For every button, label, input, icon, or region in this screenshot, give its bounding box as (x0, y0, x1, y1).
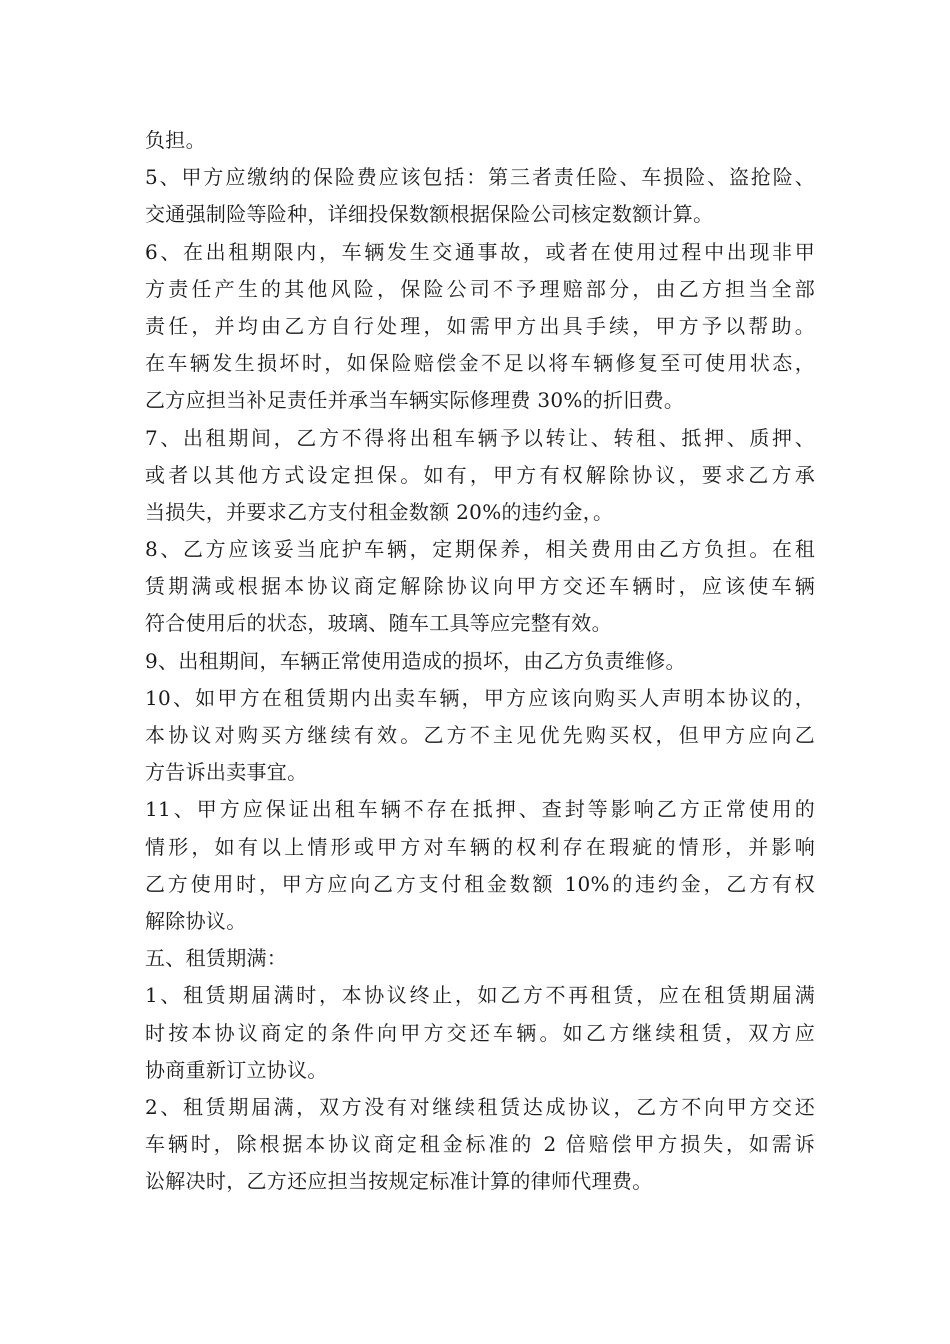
text-line: 负担。 (145, 128, 206, 152)
text-line: 1、租赁期届满时，本协议终止，如乙方不再租赁，应在租赁期届满 (145, 983, 815, 1008)
text-line: 讼解决时，乙方还应担当按规定标准计算的律师代理费。 (145, 1169, 653, 1194)
text-line: 解除协议。 (145, 908, 247, 933)
text-line: 6、在出租期限内，车辆发生交通事故，或者在使用过程中出现非甲 (145, 239, 815, 264)
text-line: 赁期满或根据本协议商定解除协议向甲方交还车辆时，应该使车辆 (145, 574, 815, 599)
text-line: 情形，如有以上情形或甲方对车辆的权利存在瑕疵的情形，并影响 (145, 834, 815, 859)
text-line: 当损失，并要求乙方支付租金数额 20%的违约金，。 (145, 499, 614, 524)
text-line: 本协议对购买方继续有效。乙方不主见优先购买权，但甲方应向乙 (145, 723, 815, 747)
text-line: 交通强制险等险种，详细投保数额根据保险公司核定数额计算。 (145, 202, 714, 227)
text-line: 时按本协议商定的条件向甲方交还车辆。如乙方继续租赁，双方应 (145, 1020, 815, 1045)
text-line: 9、出租期间，车辆正常使用造成的损坏，由乙方负责维修。 (145, 648, 686, 673)
document-body (145, 122, 815, 1200)
text-line: 或者以其他方式设定担保。如有，甲方有权解除协议，要求乙方承 (145, 462, 815, 487)
text-line: 责任，并均由乙方自行处理，如需甲方出具手续，甲方予以帮助。 (145, 313, 815, 338)
text-line: 5、甲方应缴纳的保险费应该包括：第三者责任险、车损险、盗抢险、 (145, 165, 815, 190)
text-line: 7、出租期间，乙方不得将出租车辆予以转让、转租、抵押、质押、 (145, 425, 815, 450)
text-line: 2、租赁期届满，双方没有对继续租赁达成协议，乙方不向甲方交还 (145, 1094, 815, 1119)
text-line: 11、甲方应保证出租车辆不存在抵押、查封等影响乙方正常使用的 (145, 797, 815, 822)
text-line: 车辆时，除根据本协议商定租金标准的 2 倍赔偿甲方损失，如需诉 (145, 1132, 815, 1157)
text-line: 在车辆发生损坏时，如保险赔偿金不足以将车辆修复至可使用状态， (145, 351, 815, 376)
text-line: 五、租赁期满： (145, 946, 288, 971)
text-line: 符合使用后的状态，玻璃、随车工具等应完整有效。 (145, 611, 612, 636)
text-line: 乙方应担当补足责任并承当车辆实际修理费 30%的折旧费。 (145, 388, 685, 413)
text-line: 10、如甲方在租赁期内出卖车辆，甲方应该向购买人声明本协议的， (145, 685, 815, 710)
text-line: 乙方使用时，甲方应向乙方支付租金数额 10%的违约金，乙方有权 (145, 871, 815, 896)
text-line: 8、乙方应该妥当庇护车辆，定期保养，相关费用由乙方负担。在租 (145, 537, 815, 562)
text-line: 协商重新订立协议。 (145, 1057, 328, 1082)
text-line: 方责任产生的其他风险，保险公司不予理赔部分，由乙方担当全部 (145, 276, 815, 301)
text-line: 方告诉出卖事宜。 (145, 760, 308, 785)
